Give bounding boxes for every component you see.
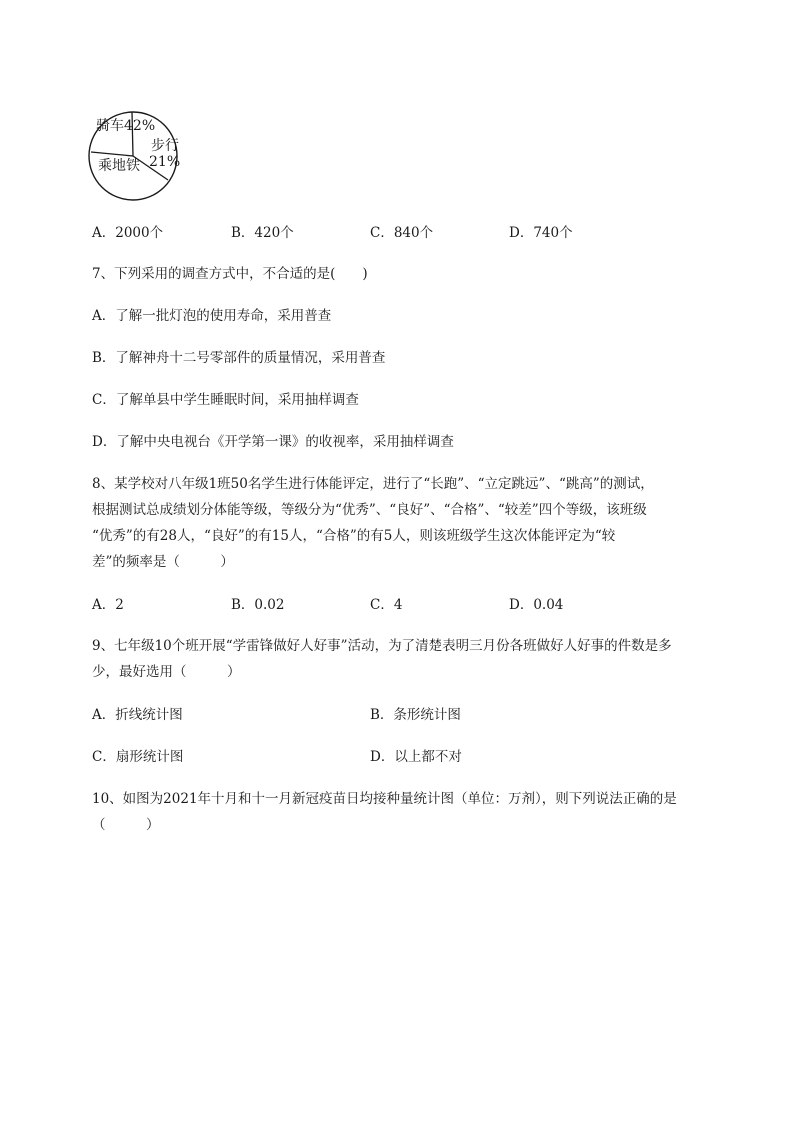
pie-chart-svg	[88, 108, 188, 204]
pie-label-walk-percent: 21%	[149, 154, 181, 170]
q8-option-a: A．2	[92, 597, 124, 613]
q6-option-a: A．2000个	[92, 225, 164, 241]
q8-line-4: 差”的频率是（ ）	[92, 554, 234, 570]
q8-line-2: 根据测试总成绩划分体能等级，等级分为“优秀”、“良好”、“合格”、“较差”四个等级，该班级	[92, 502, 647, 518]
q8-line-1: 8、某学校对八年级1班50名学生进行体能评定，进行了“长跑”、“立定跳远”、“跳高”的测试，	[92, 476, 654, 492]
q8-option-c: C．4	[370, 597, 403, 613]
pie-label-walk: 步行	[151, 138, 179, 154]
q6-option-c: C．840个	[370, 225, 434, 241]
q8-option-b: B．0.02	[231, 597, 285, 613]
q6-option-d: D．740个	[509, 225, 573, 241]
q8-option-d: D．0.04	[509, 597, 564, 613]
q9-option-d: D．以上都不对	[370, 749, 462, 765]
pie-label-bike: 骑车42%	[96, 118, 156, 134]
q7-option-a: A．了解一批灯泡的使用寿命，采用普查	[92, 308, 332, 324]
q9-option-a: A．折线统计图	[92, 707, 183, 723]
q10-line-1: 10、如图为2021年十月和十一月新冠疫苗日均接种量统计图（单位：万剂），则下列说法正确的是	[92, 791, 677, 807]
q6-option-b: B．420个	[231, 225, 294, 241]
pie-figure	[88, 108, 188, 204]
q9-option-b: B．条形统计图	[370, 707, 461, 723]
q9-option-c: C．扇形统计图	[92, 749, 184, 765]
q9-line-2: 少，最好选用（ ）	[92, 664, 241, 680]
pie-divider-left	[91, 152, 133, 156]
q7-option-c: C．了解单县中学生睡眠时间，采用抽样调查	[92, 392, 359, 408]
q7-stem: 7、下列采用的调查方式中，不合适的是( )	[92, 266, 368, 282]
pie-label-subway: 乘地铁	[98, 158, 140, 174]
q9-line-1: 9、七年级10个班开展“学雷锋做好人好事”活动，为了清楚表明三月份各班做好人好事的件数是多	[92, 638, 672, 654]
q8-line-3: “优秀”的有28人，“良好”的有15人，“合格”的有5人，则该班级学生这次体能评定为“较	[92, 528, 616, 544]
q7-option-d: D．了解中央电视台《开学第一课》的收视率，采用抽样调查	[92, 434, 454, 450]
q7-option-b: B．了解神舟十二号零部件的质量情况，采用普查	[92, 350, 386, 366]
q10-line-2: （ ）	[92, 817, 160, 833]
